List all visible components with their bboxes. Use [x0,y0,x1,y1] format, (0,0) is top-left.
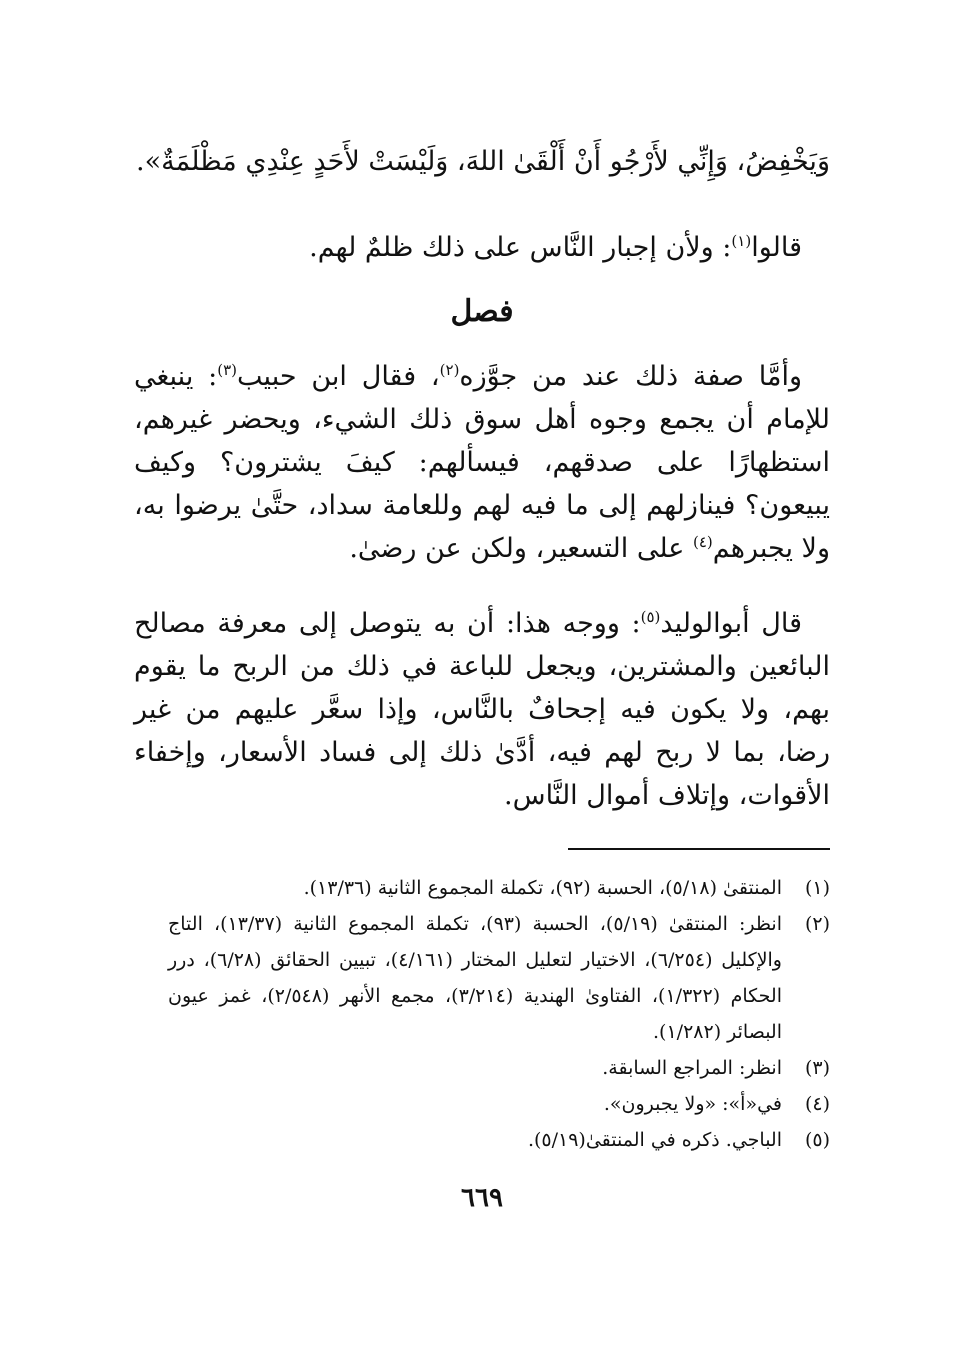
footnote-ref-4: (٤) [693,533,713,551]
para1-part3: : ينبغي للإمام أن يجمع وجوه أهل سوق ذلك الشيء، ويحضر غيرهم، استظهارًا على صدقهم، فيسألهم: كيفَ يشترون؟ وكيف يبيعون؟ فينازلهم إلى ما فيه لهم وللعامة سداد، حتَّىٰ يرضوا به، ولا يجبرهم [134,361,830,564]
footnote-item [168,1086,830,1122]
footnote-number: (٥) [804,1129,830,1151]
footnote-ref-1: (١) [731,232,752,250]
footnote-ref-5: (٥) [640,608,661,626]
paragraph-1 [134,355,830,570]
paragraph-2 [134,602,830,817]
footnote-text: الباجي. ذكره في المنتقىٰ(٥/١٩). [527,1129,782,1151]
footnote-item [168,1050,830,1086]
footnote-text: في«أ»: «ولا يجبرون». [603,1093,782,1115]
footnote-item [168,1122,830,1158]
footnote-text: انظر: المنتقىٰ (٥/١٩)، الحسبة (٩٣)، تكملة المجموع الثانية (١٣/٣٧)، التاج والإكليل (٦/٢٥٤)، الاختيار لتعليل المختار (٤/١٦١)، تبيين الحقائق (٦/٢٨)، درر الحكام (١/٣٢٢)، الفتاوىٰ الهندية (٣/٢١٤)، مجمع الأنهر (٢/٥٤٨)، غمز عيون البصائر (١/٢٨٢). [168,913,782,1043]
footnote-number: (٢) [804,913,830,935]
footnote-number: (٤) [804,1093,830,1115]
footnote-text: انظر: المراجع السابقة. [602,1057,782,1079]
section-heading: فصل [450,294,514,329]
page-number: ٦٦٩ [461,1183,503,1213]
footnote-number: (١) [804,877,830,899]
para2-part2: : ووجه هذا: أن به يتوصل إلى معرفة مصالح البائعين والمشترين، ويجعل للباعة في ذلك من الربح ما يقوم بهم، ولا يكون فيه إجحافٌ بالنَّاس، وإذا سعَّر عليهم من غير رضا، بما لا ربح لهم فيه، أدَّىٰ ذلك إلى فساد الأسعار، وإخفاء الأقوات، وإتلاف أموال النَّاس. [134,608,830,811]
para2-part1: قال أبوالوليد [660,608,802,639]
para1-part4: على التسعير، ولكن عن رضىٰ. [349,533,693,564]
footnote-item [168,870,830,906]
qalu-line [134,226,830,269]
footnotes-list [168,870,830,1158]
para1-part2: ، فقال ابن حبيب [237,361,440,392]
footnote-item [168,906,830,1050]
qalu-after: : ولأن إجبار النَّاس على ذلك ظلمٌ لهم. [309,232,732,263]
footnote-ref-3: (٣) [217,361,238,379]
footnote-separator [568,848,830,850]
para1-part1: وأمَّا صفة ذلك عند من جوَّزه [459,361,802,392]
qalu-before: قالوا [751,232,802,263]
footnote-number: (٣) [804,1057,830,1079]
footnote-ref-2: (٢) [439,361,460,379]
footnote-text: المنتقىٰ (٥/١٨)، الحسبة (٩٢)، تكملة المجموع الثانية (١٣/٣٦). [303,877,782,899]
quoted-text-line: وَيَخْفِضُ، وَإِنِّي لأَرْجُو أَنْ أَلْقَىٰ اللهَ، وَلَيْسَتْ لأَحَدٍ عِنْدِي مَظْلَمَةٌ». [136,146,830,177]
